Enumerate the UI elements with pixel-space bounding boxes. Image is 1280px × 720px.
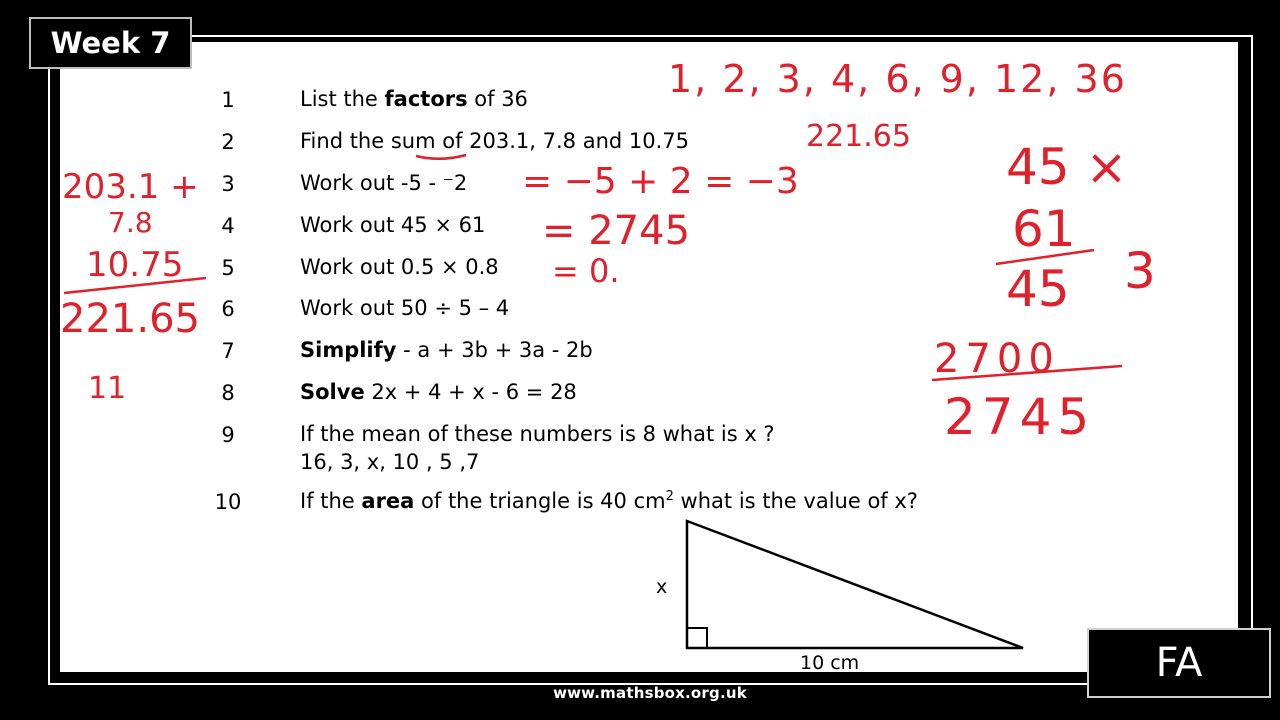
right-working-line-3: 2700 (934, 336, 1060, 382)
question-8: Solve 2x + 4 + x - 6 = 28 (300, 380, 577, 404)
left-working-line-3: 10.75 (86, 245, 184, 285)
question-number-2: 2 (221, 130, 235, 154)
question-number-7: 7 (221, 339, 235, 363)
week-label: Week 7 (29, 17, 192, 69)
footer-url: www.mathsbox.org.uk (553, 684, 747, 702)
right-working (932, 138, 1156, 446)
q5-answer: = 0. (552, 252, 620, 290)
factors-answer: 1, 2, 3, 4, 6, 9, 12, 36 (668, 57, 1127, 101)
question-number-8: 8 (221, 381, 235, 405)
left-working-carry: 11 (88, 371, 127, 406)
question-number-5: 5 (221, 256, 235, 280)
question-number-4: 4 (221, 214, 235, 238)
question-number-9: 9 (221, 423, 235, 447)
question-number-6: 6 (221, 297, 235, 321)
left-working (60, 167, 206, 406)
right-working-line-2: 61 (1012, 200, 1076, 258)
question-3: Work out -5 - ⁻2 (300, 171, 468, 195)
question-1: List the factors of 36 (300, 87, 528, 111)
question-9-numbers: 16, 3, x, 10 , 5 ,7 (300, 450, 480, 474)
question-9: If the mean of these numbers is 8 what is x ? (300, 422, 775, 446)
right-working-line-1: 45 × (1006, 138, 1128, 196)
question-4: Work out 45 × 61 (300, 213, 486, 237)
right-working-total: 2745 (944, 388, 1096, 446)
q4-answer: = 2745 (542, 208, 691, 254)
question-number-3: 3 (221, 172, 235, 196)
right-working-carry: 3 (1124, 242, 1156, 300)
question-number-10: 10 (214, 490, 242, 514)
sum-answer: 221.65 (806, 119, 911, 154)
fa-badge: FA (1087, 628, 1271, 698)
question-10: If the area of the triangle is 40 $cm^2$ what is the value of x? (300, 489, 918, 513)
question-2: Find the sum of 203.1, 7.8 and 10.75 (300, 129, 689, 153)
triangle-base-label: 10 cm (800, 652, 860, 674)
right-working-partial: 45 (1006, 260, 1070, 318)
left-working-line-2: 7.8 (108, 206, 153, 239)
sum-underline (416, 155, 466, 159)
q3-answer: = −5 + 2 = −3 (522, 161, 799, 202)
question-7: Simplify - a + 3b + 3a - 2b (300, 338, 593, 362)
question-5: Work out 0.5 × 0.8 (300, 255, 499, 279)
triangle-side-label: x (656, 576, 668, 598)
left-working-line-1: 203.1 + (62, 167, 199, 207)
question-6: Work out 50 ÷ 5 – 4 (300, 296, 510, 320)
question-number-1: 1 (221, 88, 235, 112)
left-working-total: 221.65 (60, 296, 200, 342)
